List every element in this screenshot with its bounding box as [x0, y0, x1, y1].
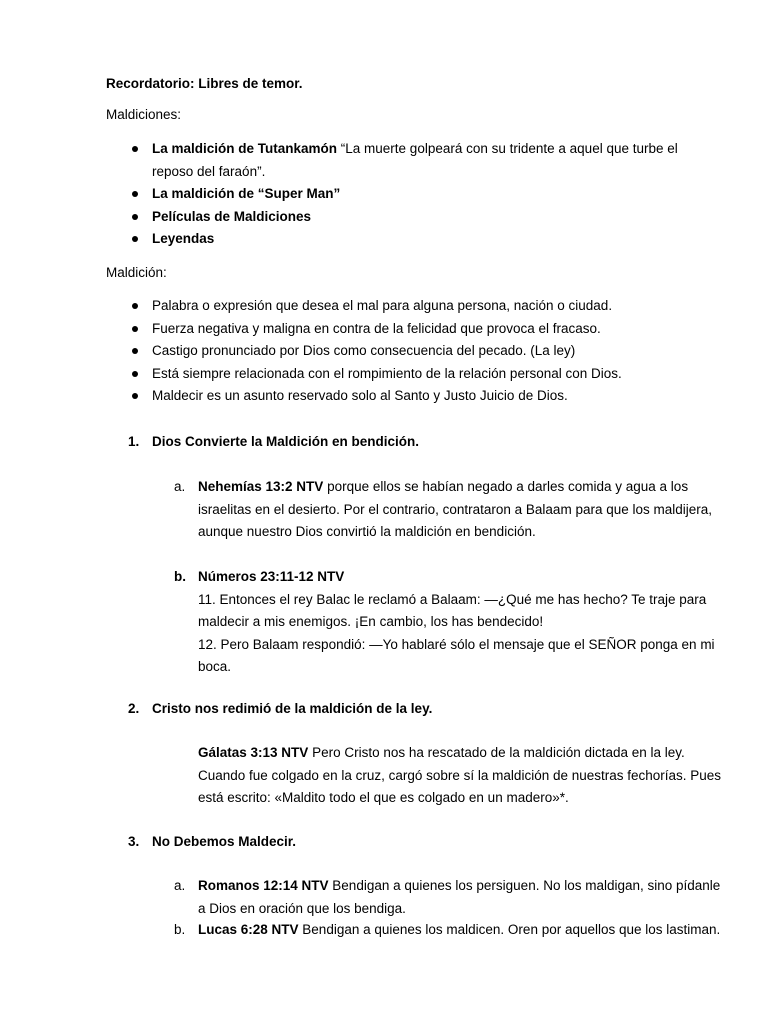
- section-number: 1.: [128, 434, 140, 449]
- maldicion-list: [106, 295, 736, 408]
- list-item: [106, 138, 696, 183]
- section-number: 2.: [128, 701, 140, 716]
- section-number: 3.: [128, 834, 140, 849]
- list-item: Maldecir es un asunto reservado solo al Santo y Justo Juicio de Dios.: [106, 385, 736, 408]
- scripture-reference: Nehemías 13:2 NTV: [198, 479, 324, 494]
- list-item-bold: Películas de Maldiciones: [152, 208, 312, 224]
- list-item: Castigo pronunciado por Dios como consecuencia del pecado. (La ley): [106, 340, 736, 363]
- section-1-item-b: [174, 566, 724, 679]
- scripture-text: Bendigan a quienes los maldicen. Oren por aquellos que los lastiman.: [298, 922, 721, 937]
- verse-line: 11. Entonces el rey Balac le reclamó a Balaam: —¿Qué me has hecho? Te traje para maldecir a mis enemigos. ¡En cambio, los has bendecido!: [198, 591, 707, 629]
- document-title: Recordatorio: Libres de temor.: [106, 76, 303, 91]
- list-item: Palabra o expresión que desea el mal para alguna persona, nación o ciudad.: [106, 295, 736, 318]
- list-item-text: “La muerte golpeará con su tridente a aquel que turbe el reposo del faraón”.: [152, 141, 678, 179]
- list-item: Fuerza negativa y maligna en contra de la felicidad que provoca el fracaso.: [106, 318, 736, 341]
- maldiciones-heading: Maldiciones:: [106, 107, 182, 122]
- maldiciones-list: [106, 138, 696, 251]
- section-3-item-b: [174, 919, 724, 942]
- scripture-reference: Gálatas 3:13 NTV: [198, 745, 309, 760]
- maldicion-heading: Maldición:: [106, 265, 167, 280]
- list-item: [106, 228, 696, 251]
- scripture-reference: Lucas 6:28 NTV: [198, 922, 299, 937]
- section-3-item-a: [174, 875, 724, 920]
- section-title: No Debemos Maldecir.: [152, 834, 297, 849]
- list-item: [106, 183, 696, 206]
- section-1-heading: [128, 431, 728, 454]
- item-marker: a.: [174, 878, 186, 893]
- list-item: [106, 206, 696, 229]
- scripture-reference: Números 23:11-12 NTV: [198, 569, 345, 584]
- section-2-passage: [198, 742, 723, 810]
- section-title: Cristo nos redimió de la maldición de la ley.: [152, 701, 433, 716]
- list-item-bold: Leyendas: [152, 231, 215, 246]
- list-item-bold: La maldición de Tutankamón: [152, 141, 338, 156]
- section-2-heading: [128, 698, 728, 721]
- verse-line: 12. Pero Balaam respondió: —Yo hablaré sólo el mensaje que el SEÑOR ponga en mi boca.: [198, 636, 715, 674]
- item-marker: b.: [174, 569, 186, 584]
- section-title: Dios Convierte la Maldición en bendición.: [152, 434, 420, 449]
- scripture-text: porque ellos se habían negado a darles comida y agua a los israelitas en el desierto. Por el contrario, contrataron a Balaam para que los maldijera, aunque nuestro Dios convirtió la maldición en bendición.: [198, 479, 713, 539]
- section-3-heading: [128, 831, 728, 854]
- scripture-text: Bendigan a quienes los persiguen. No los maldigan, sino pídanle a Dios en oración que los bendiga.: [198, 878, 721, 916]
- section-1-item-a: [174, 476, 724, 544]
- list-item-bold: La maldición de “Super Man”: [152, 186, 341, 201]
- item-marker: a.: [174, 479, 186, 494]
- item-marker: b.: [174, 922, 186, 937]
- scripture-text: Pero Cristo nos ha rescatado de la maldición dictada en la ley. Cuando fue colgado en la cruz, cargó sobre sí la maldición de nuestras fechorías. Pues está escrito: «Maldito todo el que es colgado en un madero»*.: [198, 745, 722, 805]
- list-item: Está siempre relacionada con el rompimiento de la relación personal con Dios.: [106, 363, 736, 386]
- scripture-reference: Romanos 12:14 NTV: [198, 878, 329, 893]
